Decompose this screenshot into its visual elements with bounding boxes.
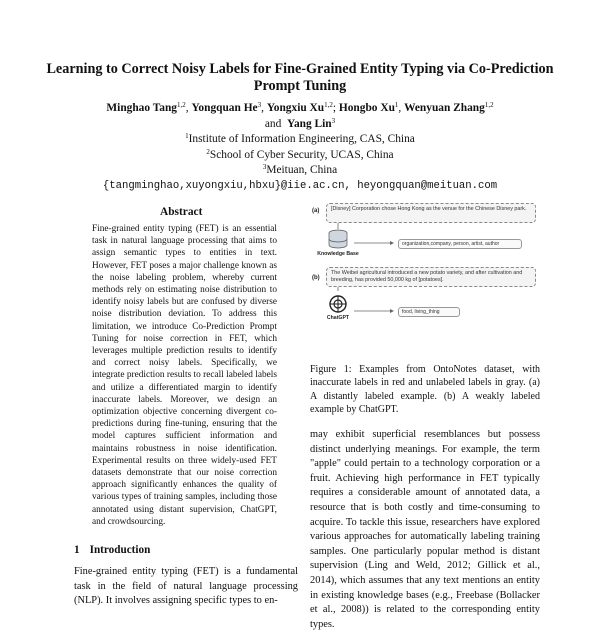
author-name: Yongquan He: [191, 102, 258, 114]
kb-label: Knowledge Base: [317, 251, 359, 257]
affiliation: [20, 163, 580, 179]
abstract-text: Fine-grained entity typing (FET) is an essential task in natural language processing that aims to assign semantic types to entities in text. However, FET poses a major challenge known as the noise labeling problem, whereby current methods rely on estimating noise distribution to identify noisy labels but are confused by diverse noise distribution deviation. To address this limitation, we introduce Co-Prediction Prompt Tuning for noise correction in FET, which leverages multiple prediction results to identify and correct noisy labels. Specifically, we integrate prediction results to recall labeled labels and utilize a differentiated margin to identify inaccurate labels. Moreover, we design an optimization objective concerning divergent co-predictions during fine-tuning, ensuring that the model captures sufficient information and maintains robustness in noise identification. Experimental results on three widely-used FET datasets demonstrate that our noise correction approach significantly enhances the quality of various types of training samples, including those annotated using distant supervision, ChatGPT, and crowdsourcing.: [92, 224, 277, 527]
figure-caption: Figure 1: Examples from OntoNotes dataset, with inaccurate labels in red and unlabeled labels in gray. (a) A distantly labeled example. (b) A weakly labeled example by ChatGPT.: [310, 364, 540, 416]
affiliation: [20, 148, 580, 164]
affil-text: School of Cyber Security, UCAS, China: [209, 148, 394, 161]
chatgpt-icon: [330, 296, 346, 312]
arrow-head: [390, 241, 394, 245]
affiliation: [20, 132, 580, 148]
chatgpt-label: ChatGPT: [326, 315, 350, 321]
affil-sup: 2: [206, 147, 210, 156]
database-icon: [329, 230, 347, 248]
author-sup: 3: [257, 101, 262, 109]
affil-text: Meituan, China: [266, 164, 338, 177]
author-name: Hongbo Xu: [338, 102, 395, 114]
email-line: {tangminghao,xuyongxiu,hbxu}@iie.ac.cn, heyongquan@meituan.com: [102, 179, 498, 192]
figure-1: [310, 199, 538, 359]
affil-text: Institute of Information Engineering, CAS, China: [188, 133, 415, 146]
paper-title: Learning to Correct Noisy Labels for Fine-Grained Entity Typing via Co-Prediction Prompt Tuning: [46, 61, 554, 94]
affil-sup: 1: [185, 132, 189, 141]
fig-labels-a: organization,company, person, artist, author: [398, 239, 522, 249]
fig-sentence-a: [Disney] Corporation chose Hong Kong as the venue for the Chinese Disney park.: [326, 203, 536, 223]
author-name: Wenyuan Zhang: [404, 102, 485, 114]
author-sup: 1: [394, 101, 399, 109]
author-line: Minghao Tang$^{1,2}$, Yongquan He$^3$, Yongxiu Xu$^{1,2}$; Hongbo Xu$^1$, Wenyuan Zhang$^{1,2}$: [106, 101, 494, 114]
intro-text: Fine-grained entity typing (FET) is a fundamental task in the field of natural language processing (NLP). It involves assigning specific types to en-: [74, 566, 298, 607]
author-sup: 1,2: [324, 101, 333, 109]
author-sup: 3: [331, 116, 336, 125]
arrow-head: [390, 309, 394, 313]
section-title: Introduction: [89, 544, 151, 556]
fig-tag-a: (a): [312, 208, 320, 214]
fig-tag-b: (b): [312, 275, 320, 281]
author-sup: 1,2: [484, 101, 494, 109]
abstract-heading: Abstract: [160, 206, 203, 218]
author-block: [20, 101, 580, 195]
fig-labels-b: food, living_thing: [398, 307, 460, 317]
fig-sentence-b: The Weibei agricultural introduced a new potato variety, and after cultivation and breeding, has provided 50,000 kg of [potatoes].: [326, 267, 536, 287]
author-name: Yang Lin: [287, 117, 332, 130]
author-sup: 1,2: [177, 101, 186, 109]
author-name: Yongxiu Xu: [266, 102, 325, 114]
author-name: Minghao Tang: [106, 102, 177, 114]
section-number: 1: [74, 544, 80, 556]
author-and: and: [264, 117, 282, 130]
section-heading: [74, 544, 150, 556]
right-column-text: may exhibit superficial resemblances but possess distinct underlying meanings. For example, the term "apple" could pertain to a technology corporation or a fruit. Achieving high performance in FET typically requires a considerable amount of annotated data, a resource that is both costly and time-consuming to acquire. To tackle this issue, researchers have explored various approaches for automatically labeling training samples. One particularly popular method is distant supervision (Ling and Weld, 2012; Gillick et al., 2014), which assumes that any text mentions an entity in existing knowledge bases (e.g., Freebase (Bollacker et al., 2008)) is related to the corresponding entity types.: [310, 429, 540, 630]
affil-sup: 3: [262, 163, 267, 172]
